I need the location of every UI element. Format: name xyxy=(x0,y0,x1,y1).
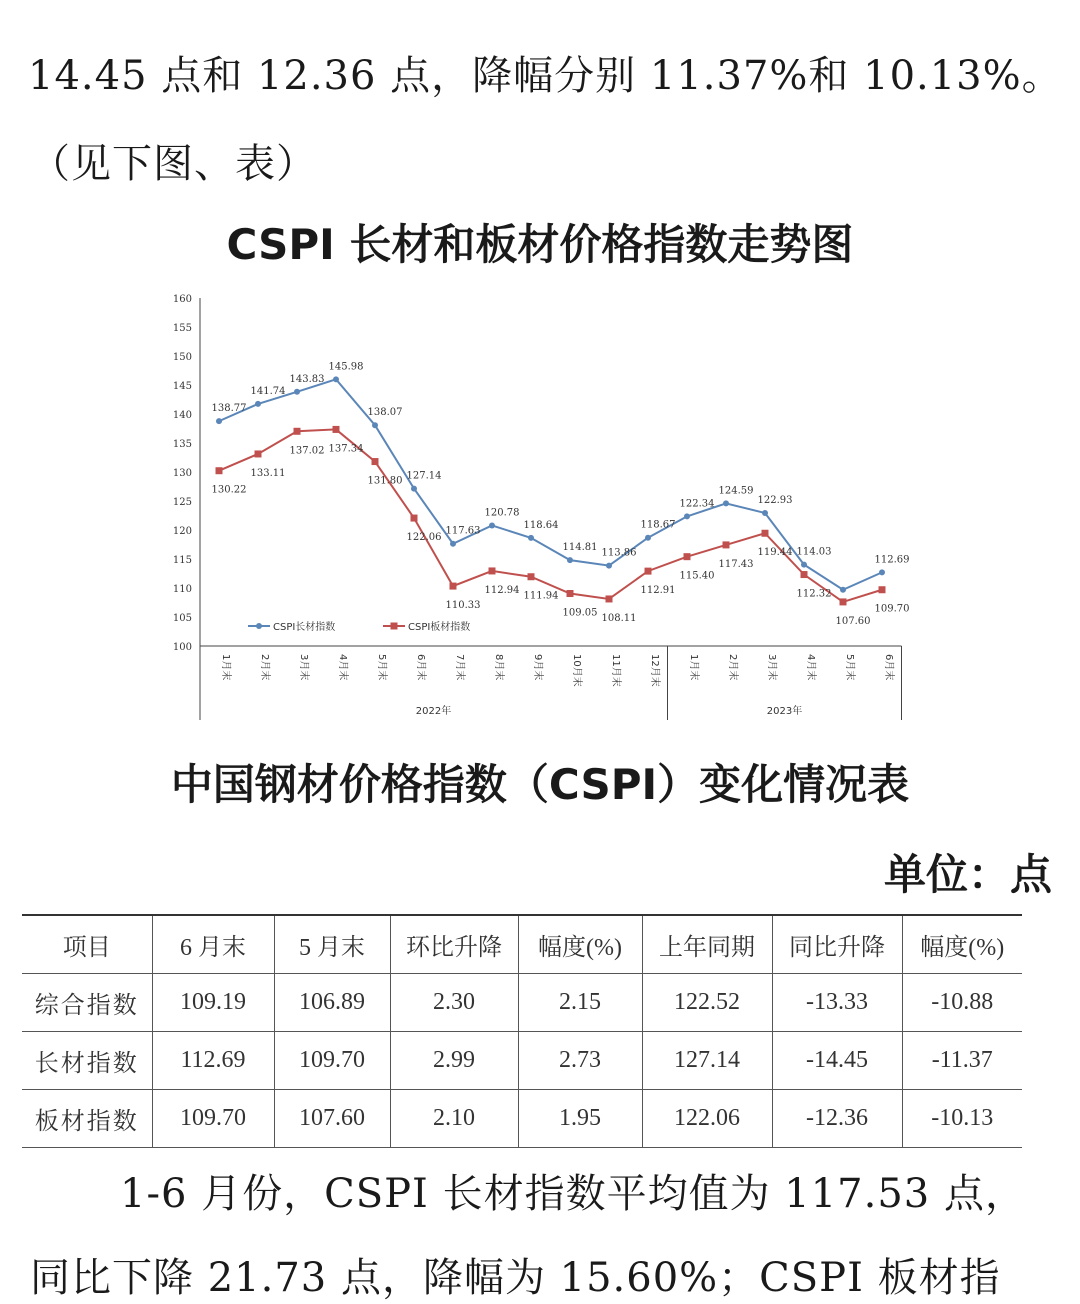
y-tick-label: 105 xyxy=(172,613,192,624)
plate-steel-data-label: 107.60 xyxy=(835,615,871,627)
long-steel-point xyxy=(684,513,690,519)
plate-steel-data-label: 112.91 xyxy=(640,585,676,597)
y-tick-label: 120 xyxy=(172,526,192,537)
table-cell: 2.99 xyxy=(390,1032,518,1090)
plate-steel-point xyxy=(255,450,262,457)
table-cell: -10.88 xyxy=(902,974,1022,1032)
x-group-label: 2023年 xyxy=(766,706,803,717)
paragraph-line-2: （见下图、表） xyxy=(30,141,317,187)
plate-steel-point xyxy=(879,586,886,593)
x-tick-label: 4月末 xyxy=(805,654,816,681)
plate-steel-data-label: 133.11 xyxy=(250,467,286,479)
x-tick-label: 6月末 xyxy=(415,654,426,681)
long-steel-data-label: 124.59 xyxy=(718,485,754,497)
x-tick-label: 8月末 xyxy=(493,654,504,681)
table-cell: 板材指数 xyxy=(22,1090,152,1148)
price-index-chart xyxy=(150,280,930,730)
y-tick-label: 115 xyxy=(172,555,192,566)
plate-steel-point xyxy=(606,595,613,602)
long-steel-data-label: 141.74 xyxy=(250,385,286,397)
x-tick-label: 5月末 xyxy=(376,654,387,681)
plate-steel-data-label: 137.34 xyxy=(328,443,364,455)
header-mom-change: 环比升降 xyxy=(390,915,518,974)
plate-steel-data-label: 108.11 xyxy=(601,612,637,624)
long-steel-point xyxy=(216,418,222,424)
header-yoy-percent: 幅度(%) xyxy=(902,915,1022,974)
long-steel-point xyxy=(294,389,300,395)
unit-label: 单位：点 xyxy=(883,850,1052,899)
table-cell: 2.10 xyxy=(390,1090,518,1148)
long-steel-point xyxy=(801,562,807,568)
y-tick-label: 125 xyxy=(172,497,192,508)
x-tick-label: 1月末 xyxy=(688,654,699,681)
x-tick-label: 3月末 xyxy=(766,654,777,681)
table-cell: -13.33 xyxy=(772,974,902,1032)
long-steel-point xyxy=(333,376,339,382)
table-title: 中国钢材价格指数（CSPI）变化情况表 xyxy=(170,760,910,809)
paragraph-line-1: 14.45 点和 12.36 点，降幅分别 11.37%和 10.13%。 xyxy=(28,53,1063,99)
table-row xyxy=(22,1090,1022,1148)
header-last-year: 上年同期 xyxy=(642,915,772,974)
table-cell: 107.60 xyxy=(274,1090,390,1148)
long-steel-point xyxy=(255,401,261,407)
plate-steel-point xyxy=(684,553,691,560)
long-steel-data-label: 118.64 xyxy=(523,519,559,531)
header-yoy-change: 同比升降 xyxy=(772,915,902,974)
table-cell: 122.06 xyxy=(642,1090,772,1148)
long-steel-point xyxy=(528,535,534,541)
header-item: 项目 xyxy=(22,915,152,974)
plate-steel-data-label: 112.32 xyxy=(796,588,832,600)
table-cell: 109.70 xyxy=(274,1032,390,1090)
x-tick-label: 5月末 xyxy=(844,654,855,681)
table-header-row xyxy=(22,915,1022,974)
header-june-end: 6 月末 xyxy=(152,915,274,974)
table-cell: 106.89 xyxy=(274,974,390,1032)
plate-steel-data-label: 137.02 xyxy=(289,445,325,457)
table-cell: -10.13 xyxy=(902,1090,1022,1148)
plate-steel-data-label: 110.33 xyxy=(445,600,481,612)
plate-steel-point xyxy=(567,590,574,597)
x-tick-label: 6月末 xyxy=(883,654,894,681)
x-tick-label: 7月末 xyxy=(454,654,465,681)
plate-steel-data-label: 122.06 xyxy=(406,532,442,544)
header-mom-percent: 幅度(%) xyxy=(518,915,642,974)
plate-steel-point xyxy=(528,573,535,580)
table-cell: 109.70 xyxy=(152,1090,274,1148)
cspi-change-table xyxy=(22,914,1022,1148)
x-tick-label: 12月末 xyxy=(649,654,660,687)
x-tick-label: 9月末 xyxy=(532,654,543,681)
y-tick-label: 135 xyxy=(172,439,192,450)
plate-steel-point xyxy=(840,598,847,605)
plate-steel-data-label: 115.40 xyxy=(679,570,715,582)
plate-steel-data-label: 130.22 xyxy=(211,484,247,496)
plate-steel-data-label: 111.94 xyxy=(523,590,559,602)
x-tick-label: 10月末 xyxy=(571,654,582,687)
paragraph-line-4: 同比下降 21.73 点，降幅为 15.60%；CSPI 板材指 xyxy=(30,1255,1001,1301)
plate-steel-point xyxy=(333,426,340,433)
plate-steel-data-label: 117.43 xyxy=(718,558,754,570)
plate-steel-data-label: 119.44 xyxy=(757,547,793,559)
long-steel-data-label: 114.03 xyxy=(796,546,832,558)
long-steel-data-label: 143.83 xyxy=(289,373,325,385)
table-cell: 2.73 xyxy=(518,1032,642,1090)
paragraph-line-3: 1-6 月份，CSPI 长材指数平均值为 117.53 点， xyxy=(120,1171,1026,1217)
header-may-end: 5 月末 xyxy=(274,915,390,974)
long-steel-point xyxy=(372,422,378,428)
long-steel-data-label: 118.67 xyxy=(640,519,676,531)
long-steel-data-label: 112.69 xyxy=(874,554,910,566)
plate-steel-data-label: 109.70 xyxy=(874,603,910,615)
long-steel-data-label: 120.78 xyxy=(484,507,520,519)
plate-steel-point xyxy=(216,467,223,474)
table-cell: -11.37 xyxy=(902,1032,1022,1090)
y-tick-label: 155 xyxy=(172,323,192,334)
plate-steel-point xyxy=(450,583,457,590)
x-tick-label: 3月末 xyxy=(298,654,309,681)
plate-steel-data-label: 109.05 xyxy=(562,607,598,619)
plate-steel-point xyxy=(801,571,808,578)
table-cell: 长材指数 xyxy=(22,1032,152,1090)
x-tick-label: 1月末 xyxy=(220,654,231,681)
long-steel-data-label: 113.86 xyxy=(601,547,637,559)
plate-steel-point xyxy=(372,458,379,465)
long-steel-point xyxy=(411,486,417,492)
y-tick-label: 140 xyxy=(172,410,192,421)
x-tick-label: 2月末 xyxy=(259,654,270,681)
table-cell: -14.45 xyxy=(772,1032,902,1090)
long-steel-point xyxy=(567,557,573,563)
table-cell: 109.19 xyxy=(152,974,274,1032)
long-steel-point xyxy=(606,563,612,569)
plate-steel-point xyxy=(411,515,418,522)
table-row xyxy=(22,974,1022,1032)
plate-steel-point xyxy=(762,530,769,537)
table-cell: 122.52 xyxy=(642,974,772,1032)
table-row xyxy=(22,1032,1022,1090)
long-steel-data-label: 122.93 xyxy=(757,495,793,507)
table-cell: 2.30 xyxy=(390,974,518,1032)
table-cell: 2.15 xyxy=(518,974,642,1032)
plate-steel-point xyxy=(645,568,652,575)
legend-label: CSPI长材指数 xyxy=(273,622,336,633)
x-group-label: 2022年 xyxy=(415,706,452,717)
table-cell: 1.95 xyxy=(518,1090,642,1148)
table-cell: 综合指数 xyxy=(22,974,152,1032)
y-tick-label: 130 xyxy=(172,468,192,479)
long-steel-data-label: 122.34 xyxy=(679,498,715,510)
long-steel-point xyxy=(879,569,885,575)
long-steel-data-label: 127.14 xyxy=(406,470,442,482)
long-steel-data-label: 145.98 xyxy=(328,361,364,373)
long-steel-point xyxy=(450,541,456,547)
long-steel-data-label: 117.63 xyxy=(445,525,481,537)
table-cell: 127.14 xyxy=(642,1032,772,1090)
long-steel-data-label: 138.07 xyxy=(367,407,403,419)
y-tick-label: 160 xyxy=(172,294,192,305)
plate-steel-point xyxy=(723,541,730,548)
table-cell: 112.69 xyxy=(152,1032,274,1090)
long-steel-point xyxy=(762,510,768,516)
plate-steel-data-label: 131.80 xyxy=(367,475,403,487)
y-tick-label: 145 xyxy=(172,381,192,392)
y-tick-label: 100 xyxy=(172,642,192,653)
x-tick-label: 11月末 xyxy=(610,654,621,687)
table-cell: -12.36 xyxy=(772,1090,902,1148)
long-steel-point xyxy=(840,587,846,593)
plate-steel-data-label: 112.94 xyxy=(484,584,520,596)
y-tick-label: 150 xyxy=(172,352,192,363)
long-steel-data-label: 138.77 xyxy=(211,403,247,415)
legend-marker xyxy=(256,623,262,629)
x-tick-label: 4月末 xyxy=(337,654,348,681)
long-steel-point xyxy=(723,500,729,506)
y-tick-label: 110 xyxy=(172,584,192,595)
x-tick-label: 2月末 xyxy=(727,654,738,681)
plate-steel-point xyxy=(294,428,301,435)
long-steel-point xyxy=(489,522,495,528)
long-steel-point xyxy=(645,535,651,541)
legend-label: CSPI板材指数 xyxy=(408,622,471,633)
legend-marker xyxy=(391,623,398,630)
plate-steel-point xyxy=(489,567,496,574)
long-steel-data-label: 114.81 xyxy=(562,542,598,554)
chart-title: CSPI 长材和板材价格指数走势图 xyxy=(226,220,854,269)
